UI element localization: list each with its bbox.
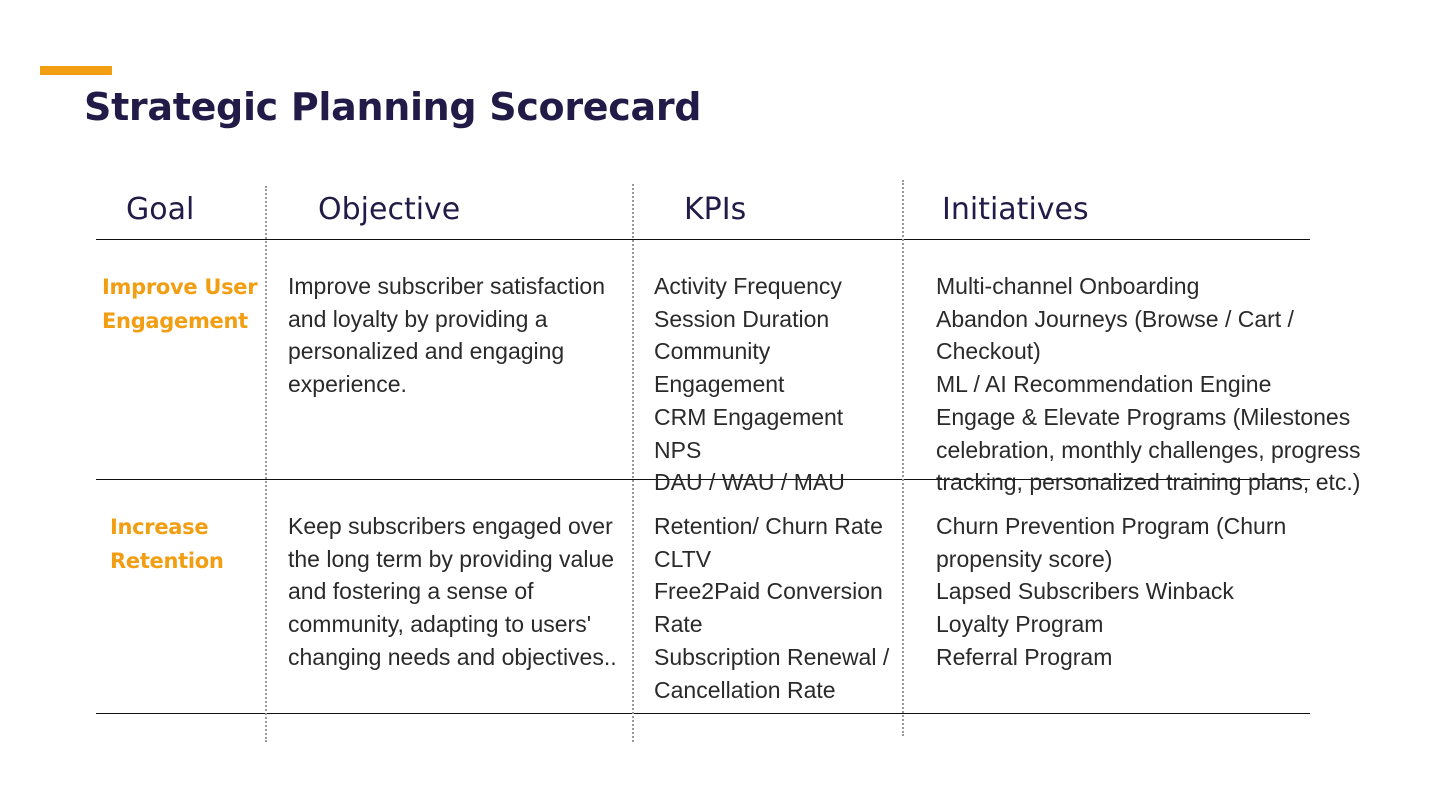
goal-cell: Improve User Engagement: [102, 275, 258, 333]
kpi-item: Retention/ Churn Rate: [654, 513, 883, 539]
kpi-item: NPS: [654, 436, 702, 463]
table-bottom-border: [96, 713, 1310, 714]
kpi-item: DAU / WAU / MAU: [654, 469, 845, 496]
kpi-item: CRM Engagement: [654, 403, 844, 430]
slide-title: Strategic Planning Scorecard: [84, 85, 702, 129]
initiative-item: Multi-channel Onboarding: [936, 273, 1200, 299]
header-objective: Objective: [318, 192, 461, 227]
kpis-cell: [654, 510, 894, 706]
goal-cell: Increase Retention: [110, 515, 224, 573]
initiative-item: Abandon Journeys (Browse / Cart /: [936, 305, 1294, 332]
initiatives-cell: [936, 510, 1376, 674]
objective-cell: Keep subscribers engaged over the long term by providing value and fostering a sense of community, adapting to users' changing needs and objectives..: [288, 513, 617, 670]
initiative-item: ML / AI Recommendation Engine: [936, 371, 1272, 398]
kpi-item: Community: [654, 338, 771, 365]
kpi-item: Activity Frequency: [654, 273, 842, 299]
header-kpis: KPIs: [684, 192, 747, 227]
initiative-item: Checkout): [936, 338, 1041, 365]
title-accent-bar: [40, 66, 112, 75]
kpi-item: Subscription Renewal /: [654, 643, 890, 670]
initiative-item: tracking, personalized training plans, etc.): [936, 469, 1361, 496]
objective-cell: Improve subscriber satisfaction and loyalty by providing a personalized and engaging experience.: [288, 273, 606, 398]
header-goal: Goal: [126, 192, 195, 227]
header-initiatives: Initiatives: [942, 192, 1089, 227]
kpi-item: CLTV: [654, 545, 712, 572]
header-divider: [96, 239, 1310, 240]
initiative-item: celebration, monthly challenges, progress: [936, 436, 1361, 463]
initiative-item: Engage & Elevate Programs (Milestones: [936, 403, 1351, 430]
kpi-item: Free2Paid Conversion: [654, 578, 883, 605]
initiative-item: Lapsed Subscribers Winback: [936, 578, 1234, 605]
kpi-item: Engagement: [654, 371, 785, 398]
initiatives-cell: [936, 270, 1376, 499]
initiative-item: propensity score): [936, 545, 1113, 572]
initiative-item: Churn Prevention Program (Churn: [936, 513, 1287, 539]
initiative-item: Referral Program: [936, 643, 1113, 670]
kpi-item: Session Duration: [654, 305, 830, 332]
kpi-item: Rate: [654, 611, 703, 638]
kpi-item: Cancellation Rate: [654, 676, 836, 703]
column-divider-goal: [265, 186, 267, 742]
column-divider-kpis: [902, 180, 904, 736]
kpis-cell: [654, 270, 894, 499]
column-divider-objective: [632, 184, 634, 742]
initiative-item: Loyalty Program: [936, 611, 1104, 638]
